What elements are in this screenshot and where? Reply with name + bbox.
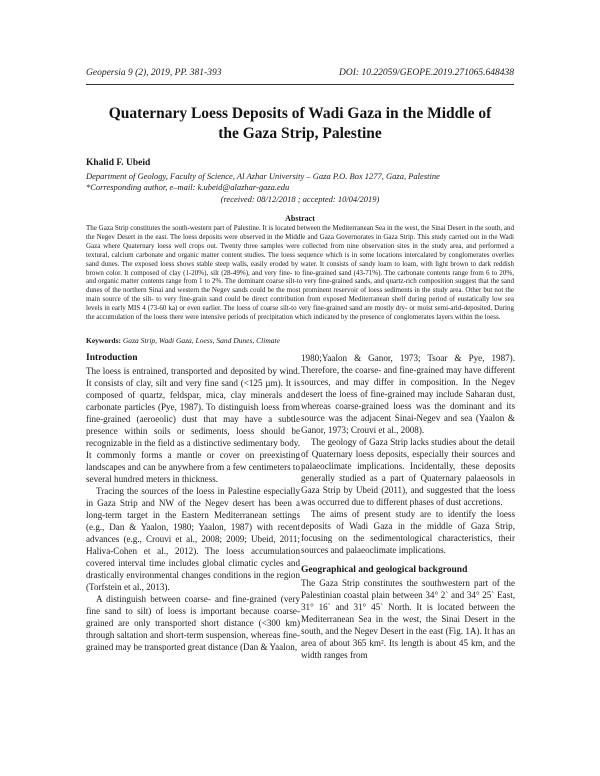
abstract-text: The Gaza Strip constitutes the south-western part of Palestine. It is located between the Mediterranean Sea in the west, the Sinai Desert in the south, and the Negev Desert in the east. The loess deposits were observed in the Middle and Gaza Governorates in Gaza Strip. This study carried out in the Wadi Gaza where Quaternary loess well crops out. Twenty three samples were collected from nine observation sites in the study area, and performed a textural, calcium carbonate and organic matter content studies. The loess sequence which is in some locations intercalated by conglomerates overlies sand dunes. The exposed loess shows stable steep walls, easily eroded by water. It consists of sandy loam to loam, with light brown to dark reddish brown color. It composed of clay (1-20%), silt (28-49%), and very fine- to fine-grained sand (43-71%). The carbonate contents range from 6 to 20%, and organic matter contents range from 1 to 2%. The dominant coarse silt-to very fine-grained sands, and quartz-rich composition suggest that the sand dunes of the northern Sinai and western the Negev sands could be the most prominent reservoir of loess sediments in the study area. Other but not the main source of the silt- to very fine-grain sand could be direct contribution from exposed Mediterranean shelf during period of eustatically low sea levels in early MIS 4 (73-60 ka) or even earlier. The loess of coarse silt-to very fine-grained sand are mostly dry- or moist semi-arid-deposited. During the accumulation of the loess there were intensive periods of precipitation which indicated by the presence of conglomerates layers within the loess. [86, 224, 514, 322]
running-header [86, 68, 514, 82]
submission-dates: (received: 08/12/2018 ; accepted: 10/04/2019) [220, 194, 380, 204]
keywords-line [86, 336, 514, 345]
paper-title: Quaternary Loess Deposits of Wadi Gaza in the Middle of the Gaza Strip, Palestine [108, 105, 492, 142]
intro-paragraph-1: The loess is entrained, transported and deposited by wind. It consists of clay, silt and very fine sand (<125 µm). It is composed of quartz, feldspar, mica, clay minerals and carbonate particles (Pye, 1987). To distinguish loess from fine-grained (aeroeolic) dust that may have a subtle presence within soils or sediments, loess should be recognizable in the field as a distinctive sedimentary body. It commonly forms a mantle or cover on preexisting landscapes and can be anywhere from a few centimeters to several hundred meters in thickness. [86, 366, 300, 484]
geography-paragraph-1: The Gaza Strip constitutes the southwestern part of the Palestinian coastal plain between 34° 2` and 34° 25` East, 31° 16` and 31° 45` North. It is located between the Mediterranean Sea in the west, the Sinai Desert in the south, and the Negev Desert in the east (Fig. 1A). It has an area of about 365 km². Its length is about 45 km, and the width ranges from [301, 578, 515, 660]
header-divider [86, 84, 514, 85]
keywords-label: Keywords: [86, 336, 121, 345]
intro-paragraph-2: Tracing the sources of the loess in Palestine especially in Gaza Strip and NW of the Negev desert has been a long-term target in the Eastern Mediterranean settings (e.g., Dan & Yaalon, 1980; Yaalon, 1987) with recent advances (e.g., Crouvi et al., 2008; 2009; Ubeid, 2011; Haliva-Cohen et al., 2012). The loess accumulation covered interval time includes global climatic cycles and drastically environmental changes conditions in the region (Torfstein et al., 2013). [86, 486, 300, 592]
author-name: Khalid F. Ubeid [86, 158, 151, 168]
journal-citation: Geopersia 9 (2), 2019, PP. 381-393 [86, 68, 222, 78]
intro-paragraph-4: The geology of Gaza Strip lacks studies about the detail of Quaternary loess deposits, especially their sources and palaeoclimate implications. Incidentally, these deposits generally studied as a part of Quaternary palaeosols in Gaza Strip by Ubeid (2011), and suggested that the loess was occurred due to different phases of dust accretions. [301, 437, 515, 507]
doi-text: DOI: 10.22059/GEOPE.2019.271065.648438 [339, 68, 514, 78]
left-column [86, 352, 300, 653]
intro-paragraph-3-cont: 1980;Yaalon & Ganor, 1973; Tsoar & Pye, 1987). Therefore, the coarse- and fine-grained may have different sources, and may differ in composition. In the Negev desert the loess of fine-grained may include Saharan dust, whereas coarse-grained loess was the dominant and its source was the adjacent Sinai-Negev and sea (Yaalon & Ganor, 1973; Crouvi et al., 2008). [301, 353, 515, 435]
intro-paragraph-3: A distinguish between coarse- and fine-grained (very fine sand to silt) of loess is important because coarse-grained are only transported short distance (<300 km) through saltation and short-term suspension, whereas fine-grained may be transported great distance (Dan & Yaalon, [86, 594, 300, 652]
author-affiliation: Department of Geology, Faculty of Science, Al Azhar University – Gaza P.O. Box 1277, Gaza, Palestine [86, 171, 440, 181]
corresponding-author: *Corresponding author, e–mail: k.ubeid@alazhar-gaza.edu [86, 182, 290, 192]
keywords-text: Gaza Strip, Wadi Gaza, Loess, Sand Dunes, Climate [122, 336, 280, 345]
introduction-heading: Introduction [86, 353, 138, 363]
abstract-heading: Abstract [285, 214, 315, 223]
geography-heading: Geographical and geological background [301, 565, 468, 575]
intro-paragraph-5: The aims of present study are to identify the loess deposits of Wadi Gaza in the middle of Gaza Strip, focusing on the sedimentological characteristics, their sources and palaeoclimate implications. [301, 509, 515, 555]
right-column [301, 352, 515, 661]
